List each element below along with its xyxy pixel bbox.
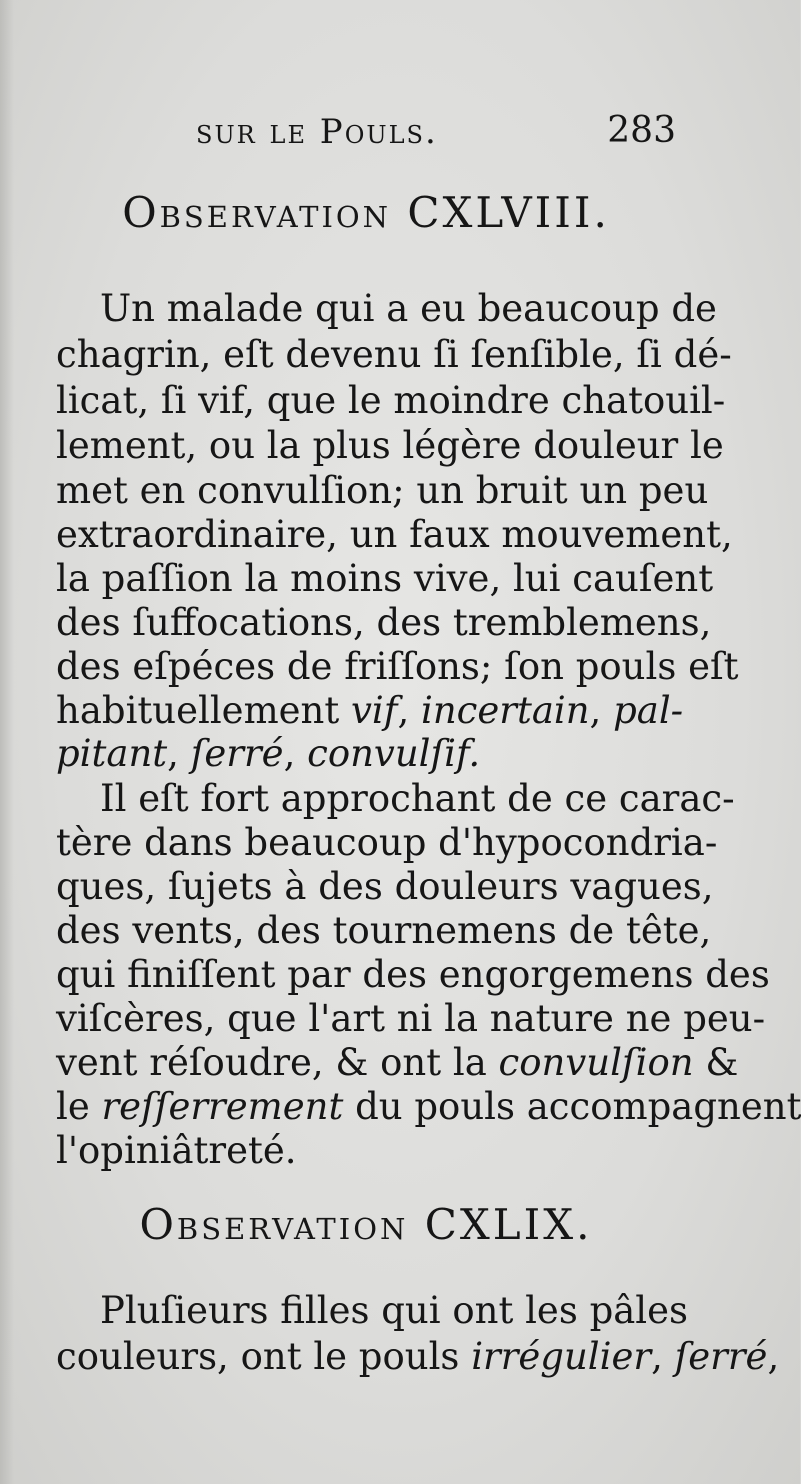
text-line: ques, ſujets à des douleurs vagues, [56, 865, 714, 908]
running-head [56, 104, 676, 154]
text-line: lement, ou la plus légère douleur le [56, 424, 724, 467]
text-line: met en convulſion; un bruit un peu [56, 469, 709, 512]
text-run: le [56, 1085, 102, 1128]
text-run: & [693, 1041, 739, 1084]
italic-term: incertain [420, 689, 590, 732]
italic-term: ſerré [190, 732, 284, 775]
text-run: , [651, 1335, 675, 1378]
text-line: des eſpéces de friſſons; ſon pouls eſt [56, 645, 739, 688]
text-run: habituellement [56, 689, 352, 732]
text-run: vent réſoudre, & ont la [56, 1041, 499, 1084]
text-line: extraordinaire, un faux mouvement, [56, 513, 733, 556]
observation-heading-cxlix: Observation CXLIX. [139, 1200, 593, 1249]
text-run: , [167, 732, 191, 775]
text-line-mixed [56, 1335, 780, 1378]
text-line-mixed [56, 1085, 801, 1128]
text-line: Un malade qui a eu beaucoup de [100, 287, 717, 330]
page-gutter-shadow [0, 0, 14, 1484]
text-line: Pluſieurs filles qui ont les pâles [100, 1289, 689, 1332]
page-number: 283 [607, 110, 676, 151]
text-line-mixed [56, 733, 676, 775]
text-line-mixed [56, 1041, 739, 1084]
text-run: , [767, 1335, 780, 1378]
italic-term: vif [351, 689, 398, 732]
italic-term: pitant [56, 732, 168, 775]
text-line: tère dans beaucoup d'hypocondria- [56, 821, 718, 864]
italic-term: convulſion [498, 1041, 694, 1084]
text-line: des vents, des tournemens de tête, [56, 909, 712, 952]
text-line-mixed [56, 689, 684, 732]
text-run: du pouls accompagnent [343, 1085, 801, 1128]
italic-term: ſerré [674, 1335, 768, 1378]
text-line: licat, ſi vif, que le moindre chatouil- [56, 379, 726, 422]
italic-term: convulſif. [307, 732, 481, 775]
text-run: , [397, 689, 421, 732]
text-line: viſcères, que l'art ni la nature ne peu- [56, 997, 766, 1040]
observation-heading-cxlviii: Observation CXLVIII. [122, 188, 610, 237]
text-run: couleurs, ont le pouls [56, 1335, 472, 1378]
text-run: , [283, 732, 308, 775]
text-line: qui finiſſent par des engorgemens des [56, 953, 770, 996]
italic-term: irrégulier [471, 1335, 652, 1378]
text-line: des ſuffocations, des tremblemens, [56, 601, 712, 644]
text-line: l'opiniâtreté. [56, 1129, 297, 1172]
text-line: la paſſion la moins vive, lui cauſent [56, 557, 714, 600]
italic-term: pal- [613, 689, 684, 732]
text-line: Il eſt fort approchant de ce carac- [100, 777, 735, 820]
italic-term: reſſerrement [101, 1085, 344, 1128]
text-run: , [589, 689, 614, 732]
text-line: chagrin, eſt devenu ſi ſenſible, ſi dé- [56, 333, 732, 376]
running-title: sur le Pouls. [196, 112, 438, 152]
